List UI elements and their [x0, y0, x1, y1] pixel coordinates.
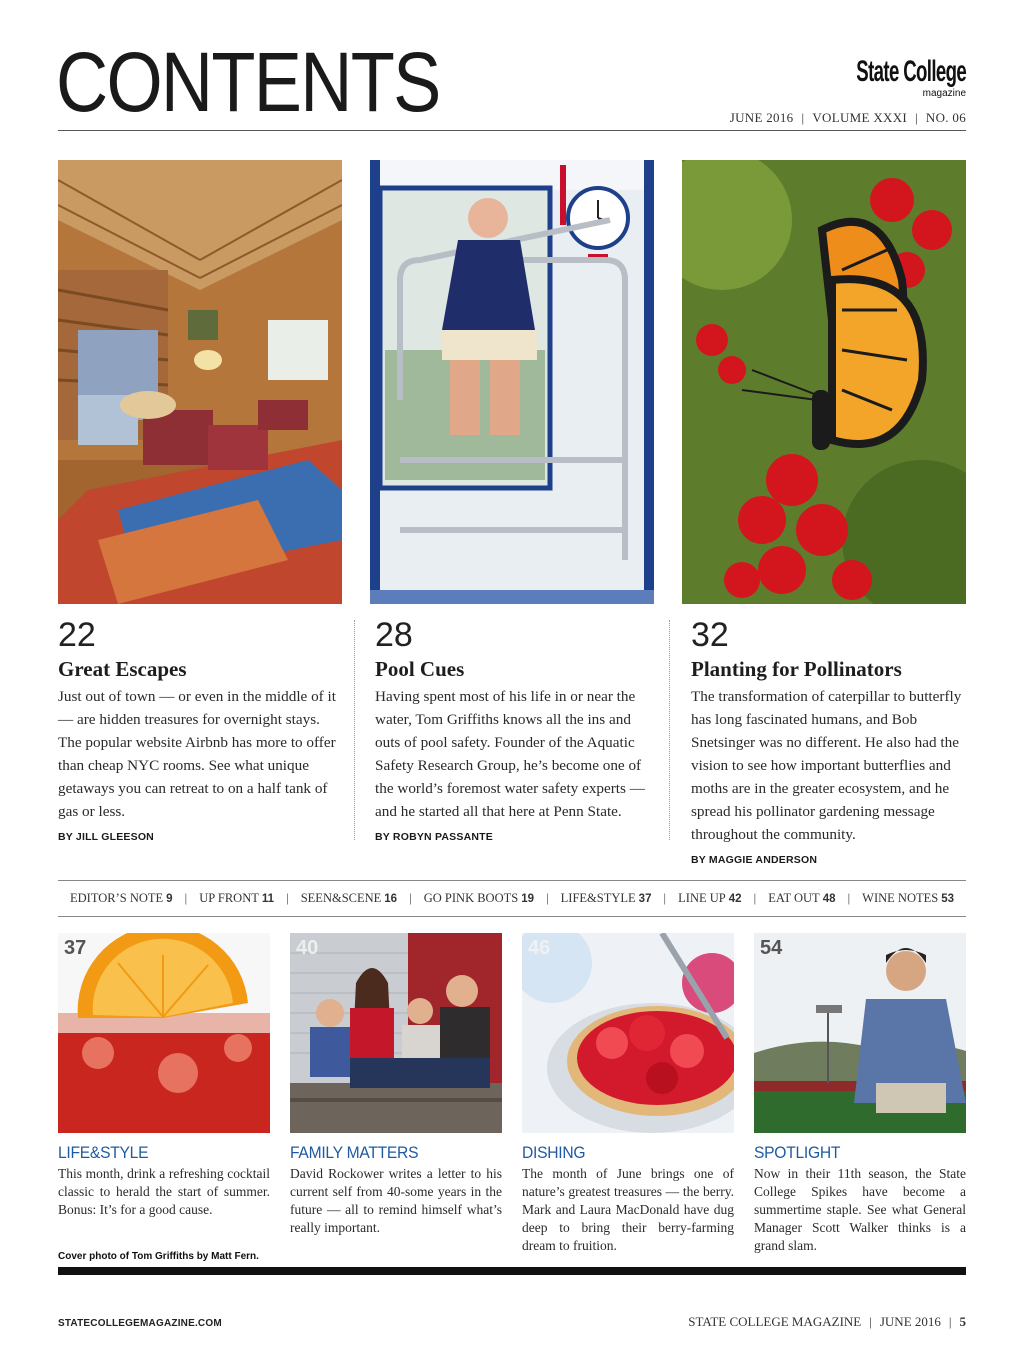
nav-item-eat-out[interactable]: EAT OUT 48 [768, 890, 836, 905]
cocktail-photo [58, 933, 270, 1133]
feature-story[interactable] [58, 617, 343, 843]
nav-item-life-style[interactable]: LIFE&STYLE 37 [560, 890, 652, 905]
department-page-number: 46 [528, 937, 551, 959]
department-description: The month of June brings one of nature’s greatest treasures — the berry. Mark and Laura MacDonald have dug deep to bring their berry-farming dream to fruition. [522, 1166, 734, 1253]
footer-thick-rule [58, 1267, 966, 1275]
separator: | [847, 890, 851, 905]
footer-magazine-name: STATE COLLEGE MAGAZINE [688, 1314, 862, 1329]
department-name: SPOTLIGHT [754, 1143, 841, 1162]
issue-volume: VOLUME XXXI [812, 110, 908, 125]
strawberry-pie-photo [522, 933, 734, 1133]
nav-item-up-front[interactable]: UP FRONT 11 [199, 890, 275, 905]
department-card[interactable] [290, 933, 502, 1237]
department-page-number: 40 [296, 937, 319, 959]
department-page-number: 37 [64, 937, 87, 959]
department-name: DISHING [522, 1143, 586, 1162]
issue-date: JUNE 2016 [729, 110, 794, 125]
department-name: LIFE&STYLE [58, 1143, 149, 1162]
nav-item-line-up[interactable]: LINE UP 42 [678, 890, 742, 905]
separator: | [286, 890, 289, 905]
separator: | [801, 110, 805, 125]
family-photo [290, 933, 502, 1133]
cover-photo-credit: Cover photo of Tom Griffiths by Matt Fern. [58, 1251, 259, 1262]
column-divider [354, 620, 355, 840]
nav-item-go-pink-boots[interactable]: GO PINK BOOTS 19 [423, 890, 534, 905]
feature-headline: Pool Cues [375, 657, 465, 681]
feature-page-number: 28 [375, 616, 413, 654]
separator: | [409, 890, 412, 905]
page-title: CONTENTS [56, 35, 440, 129]
department-card[interactable] [754, 933, 966, 1255]
feature-description: Just out of town — or even in the middle of it — are hidden treasures for overnight stays. The popular website Airbnb has more to offer than cheap NYC rooms. See what unique getaways you can retreat to on a half tank of gas or less. [58, 688, 336, 820]
issue-number: NO. 06 [925, 110, 966, 125]
separator: | [869, 1314, 872, 1329]
feature-description: Having spent most of his life in or near the water, Tom Griffiths knows all the ins and outs of pool safety. Founder of the Aquatic Safety Research Group, he’s become one of the world’s foremost water safety experts — and he started all that here at Penn State. [375, 688, 645, 820]
nav-rule-bottom [58, 916, 966, 917]
website-link[interactable]: STATECOLLEGEMAGAZINE.COM [58, 1318, 222, 1329]
feature-headline: Great Escapes [58, 657, 187, 681]
column-divider [669, 620, 670, 840]
department-description: David Rockower writes a letter to his current self from 40-some years in the future — all to remind himself what’s really important. [290, 1166, 502, 1235]
feature-byline: BY JILL GLEESON [58, 831, 154, 843]
nav-rule-top [58, 880, 966, 881]
department-description: This month, drink a refreshing cocktail classic to herald the start of summer. Bonus: It’s for a good cause. [58, 1166, 270, 1217]
separator: | [184, 890, 188, 905]
separator: | [948, 1314, 952, 1329]
feature-page-number: 32 [691, 616, 729, 654]
feature-story[interactable] [375, 617, 660, 843]
folio [688, 1314, 966, 1330]
nav-item-wine-notes[interactable]: WINE NOTES 53 [862, 890, 954, 905]
logo-wordmark: State College [856, 55, 966, 88]
footer-page-number: 5 [959, 1314, 966, 1329]
separator: | [663, 890, 667, 905]
feature-story[interactable] [691, 617, 976, 866]
feature-description: The transformation of caterpillar to butterfly has long fascinated humans, and Bob Snetsinger was no different. He also had the vision to see how important butterflies and moths are in the greater ecosystem, and he spread his pollinator gardening message throughout the community. [691, 688, 962, 843]
logo-subtitle: magazine [922, 88, 966, 99]
nav-item-seen-scene[interactable]: SEEN&SCENE 16 [300, 890, 398, 905]
footer-date: JUNE 2016 [879, 1314, 941, 1329]
cabin-interior-photo [58, 160, 342, 604]
department-nav [58, 888, 966, 908]
nav-item-editors-note[interactable]: EDITOR’S NOTE 9 [70, 890, 173, 905]
feature-byline: BY MAGGIE ANDERSON [691, 854, 818, 866]
feature-page-number: 22 [58, 616, 96, 654]
separator: | [753, 890, 757, 905]
pool-lifeguard-photo [370, 160, 654, 604]
monarch-butterfly-photo [682, 160, 966, 604]
department-description: Now in their 11th season, the State College Spikes have become a summertime staple. See what General Manager Scott Walker thinks is a grand slam. [754, 1166, 966, 1253]
department-card[interactable] [522, 933, 734, 1255]
magazine-logo [789, 55, 966, 99]
department-card[interactable] [58, 933, 270, 1219]
header-rule [58, 130, 966, 131]
separator: | [546, 890, 549, 905]
issue-info [730, 110, 966, 126]
feature-byline: BY ROBYN PASSANTE [375, 831, 493, 843]
ballpark-portrait-photo [754, 933, 966, 1133]
separator: | [915, 110, 918, 125]
department-page-number: 54 [760, 937, 783, 959]
feature-headline: Planting for Pollinators [691, 657, 902, 681]
department-name: FAMILY MATTERS [290, 1143, 419, 1162]
